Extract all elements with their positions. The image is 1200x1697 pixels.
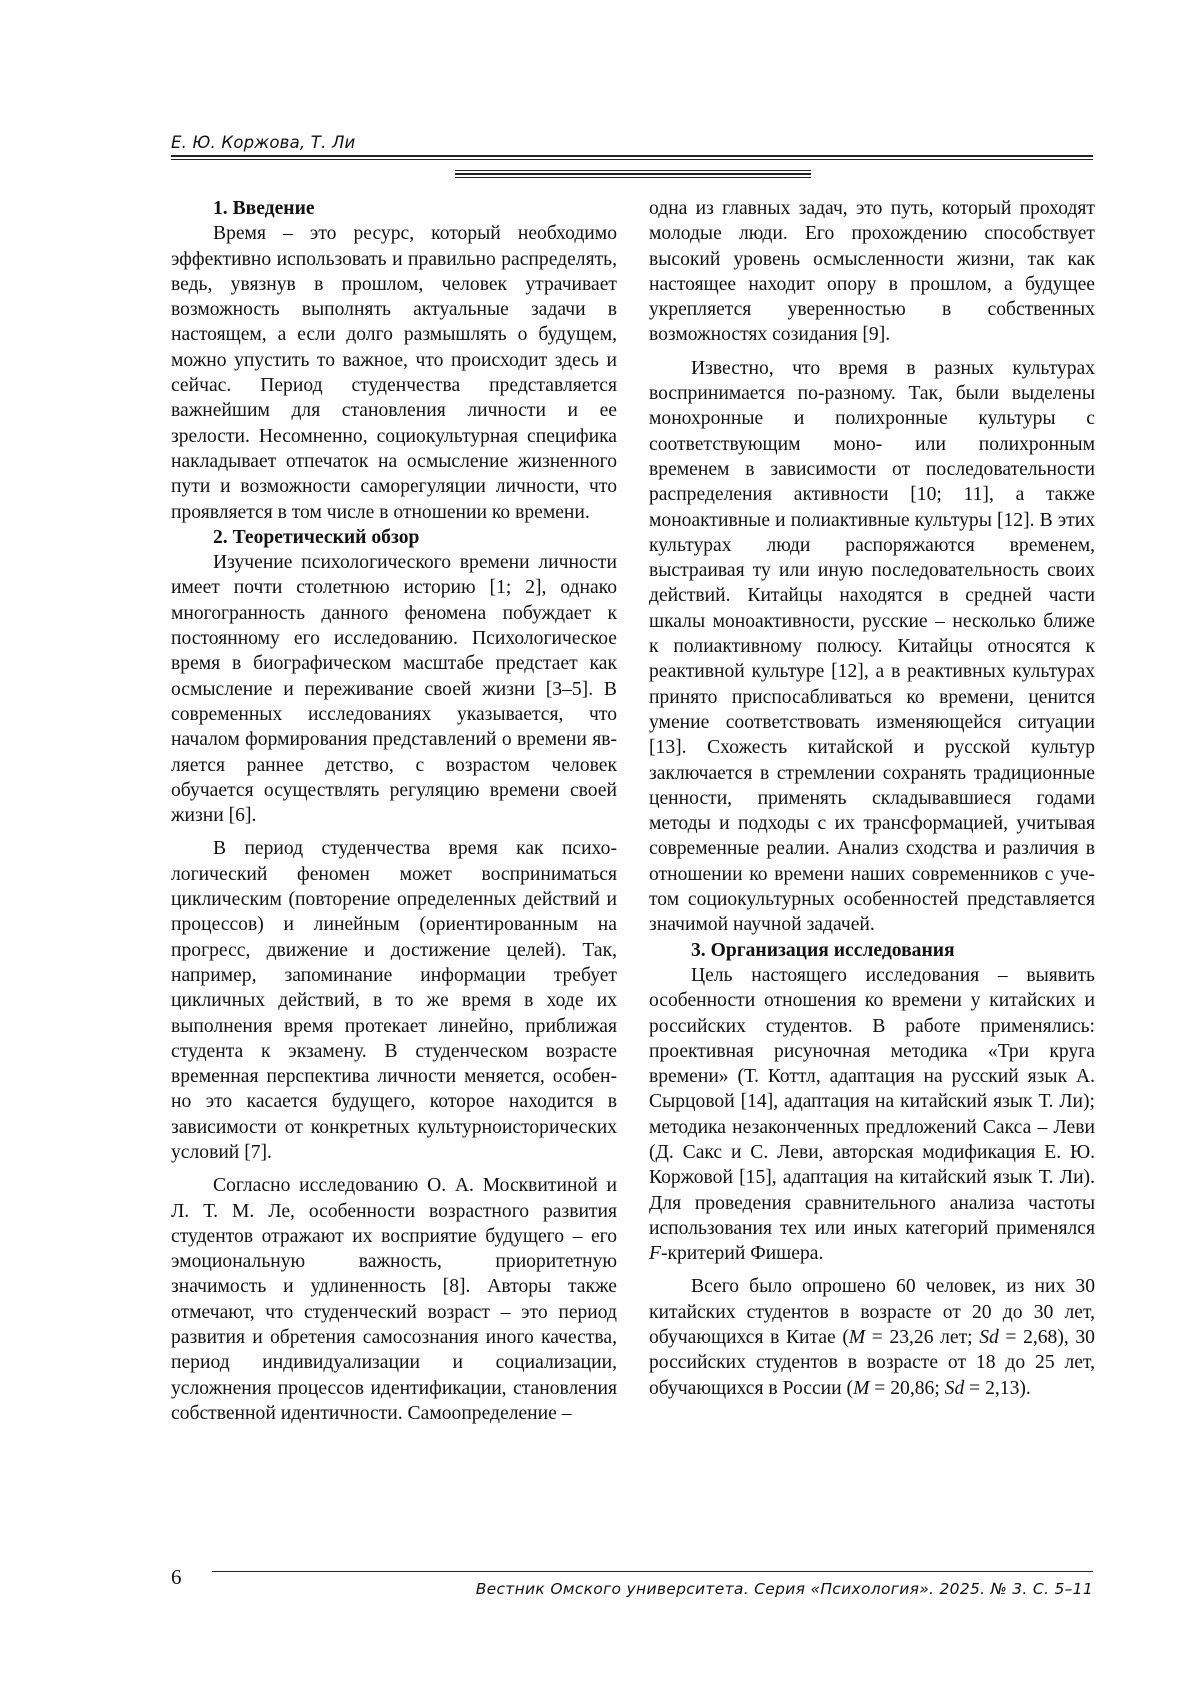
section-title-introduction: 1. Введение xyxy=(213,198,315,219)
section-title-organization: 3. Организация исследования xyxy=(691,939,955,961)
paragraph: Время – это ресурс, который необходимо эффективно использовать и правильно распределять, ведь, увязнув в прошлом, человек утрачивает возможность выполнять актуальные задачи в настоящем, а если долго размышлять о будущем, можно упустить то важное, что происходит здесь и сейчас. Период студенчества представляется важнейшим для становления личности и ее зрелости. Несомненно, социокультурная специфика накладывает отпечаток на осмысление жизненного пути и возможности саморегуляции личности, что проявляется в том числе в отношении ко времени. xyxy=(171,223,617,523)
paragraph: Согласно исследованию О. А. Москвитиной и Л. Т. М. Ле, особенности возрастного развития студентов отражают их восприятие будущего – его эмоциональную важность, приоритетную значимость и удлиненность [8]. Авторы также отмечают, что студенческий возраст – это период развития и обретения самосознания иного качества, период индивидуализации и социализации, усложнения процессов идентификации, становления собственной идентичности. Самоопределение – xyxy=(171,1175,617,1424)
footer-rule xyxy=(212,1571,1093,1572)
text-run: = 2,13). xyxy=(964,1377,1031,1399)
text-run: Цель настоящего исследования – выявить особенности отношения ко времени у китайских и российских студентов. В работе применялись: проективная рисуночная методика «Три круга времени» (Т. Коттл, адаптация на русский язык А. Сырцовой [14], адаптация на китайский язык Т. Ли); методика незаконченных предложений Сакса – Леви (Д. Сакс и С. Леви, авторская модификация Е. Ю. Коржовой [15], адаптация на китайский язык Т. Ли). Для проведения сравнительного анализа частоты использования тех или иных категорий применялся xyxy=(649,964,1095,1239)
italic-symbol: M xyxy=(853,1377,870,1399)
paragraph xyxy=(649,963,1095,1267)
paragraph: В период студенчества время как психологический феномен может восприниматься циклическим (повторение определенных действий и процессов) и линейным (ориентированным на прогресс, движение и достижение целей). Так, например, запоминание информации требует цикличных действий, в то же время в ходе их выполнения время протекает линейно, приближая студента к экзамену. В студенческом возрасте временная перспектива личности меняется, особенно это касается будущего, которое находится в зависимости от конкретных культурноисторических условий [7]. xyxy=(171,838,617,1163)
text-run: = 20,86; xyxy=(869,1377,945,1399)
header-rule-thin xyxy=(171,159,1093,160)
section-title-theory: 2. Теоретический обзор xyxy=(213,526,420,548)
header-rule xyxy=(171,155,1093,157)
text-run: -критерий Фишера. xyxy=(660,1243,824,1265)
italic-symbol: Sd xyxy=(944,1377,965,1399)
right-column xyxy=(649,196,1095,1401)
left-column xyxy=(171,196,617,1426)
paragraph: одна из главных задач, это путь, который проходят молодые люди. Его прохождению способствует высокий уровень осмысленности жизни, так как настоящее находит опору в прошлом, а будущее укрепляется уверенностью в собственных возможностях созидания [9]. xyxy=(649,198,1095,346)
page-number: 6 xyxy=(171,1565,182,1589)
italic-symbol: Sd xyxy=(979,1327,999,1349)
journal-citation: Вестник Омского университета. Серия «Психология». 2025. № 3. С. 5–11 xyxy=(475,1580,1093,1598)
text-run: Всего было опрошено 60 человек, из них 30 китайских студентов в возрасте от 20 до 30 лет, обучающихся в Китае ( xyxy=(649,1276,1095,1349)
paragraph xyxy=(649,1274,1095,1400)
italic-symbol: F xyxy=(649,1243,661,1265)
running-head: Е. Ю. Коржова, Т. Ли xyxy=(171,133,356,152)
header-ornament xyxy=(455,170,811,178)
text-run: = 2,68), 30 российских студентов в возрасте от 18 до 25 лет, обучающихся в России ( xyxy=(649,1327,1095,1399)
italic-symbol: M xyxy=(848,1327,866,1349)
paragraph: Известно, что время в разных культурах воспринимается по-разному. Так, были выделены монохронные и полихронные культуры с соответствующим моно- или полихронным временем в зависимости от последовательности распределения активности [10; 11], а также моноактивные и полиактивные культуры [12]. В этих культурах люди распоряжаются временем, выстраивая ту или иную последовательность своих действий. Китайцы находятся в средней части шкалы моноактивности, русские – несколько ближе к полиактивному полюсу. Китайцы относятся к реактивной культуре [12], а в реактивных культурах принято приспосабливаться ко времени, ценится умение соответствовать изменяющейся ситуации [13]. Схожесть китайской и русской культур заключается в стремлении сохранять традиционные ценности, применять складывавшиеся годами методы и подходы с их трансформацией, учитывая современные реалии. Анализ сходства и различия в отношении ко времени наших современников с учетом социокультурных особенностей представляется значимой научной задачей. xyxy=(649,357,1095,936)
paragraph: Изучение психологического времени личности имеет почти столетнюю историю [1; 2], однако многогранность данного феномена побуждает к постоянному его исследованию. Психологическое время в биографическом масштабе предстает как осмысление и переживание своей жизни [3–5]. В современных исследованиях указывается, что началом формирования представлений о времени является раннее детство, с возрастом человек обучается осуществлять регуляцию времени своей жизни [6]. xyxy=(171,552,617,827)
text-run: = 23,26 лет; xyxy=(865,1327,980,1349)
